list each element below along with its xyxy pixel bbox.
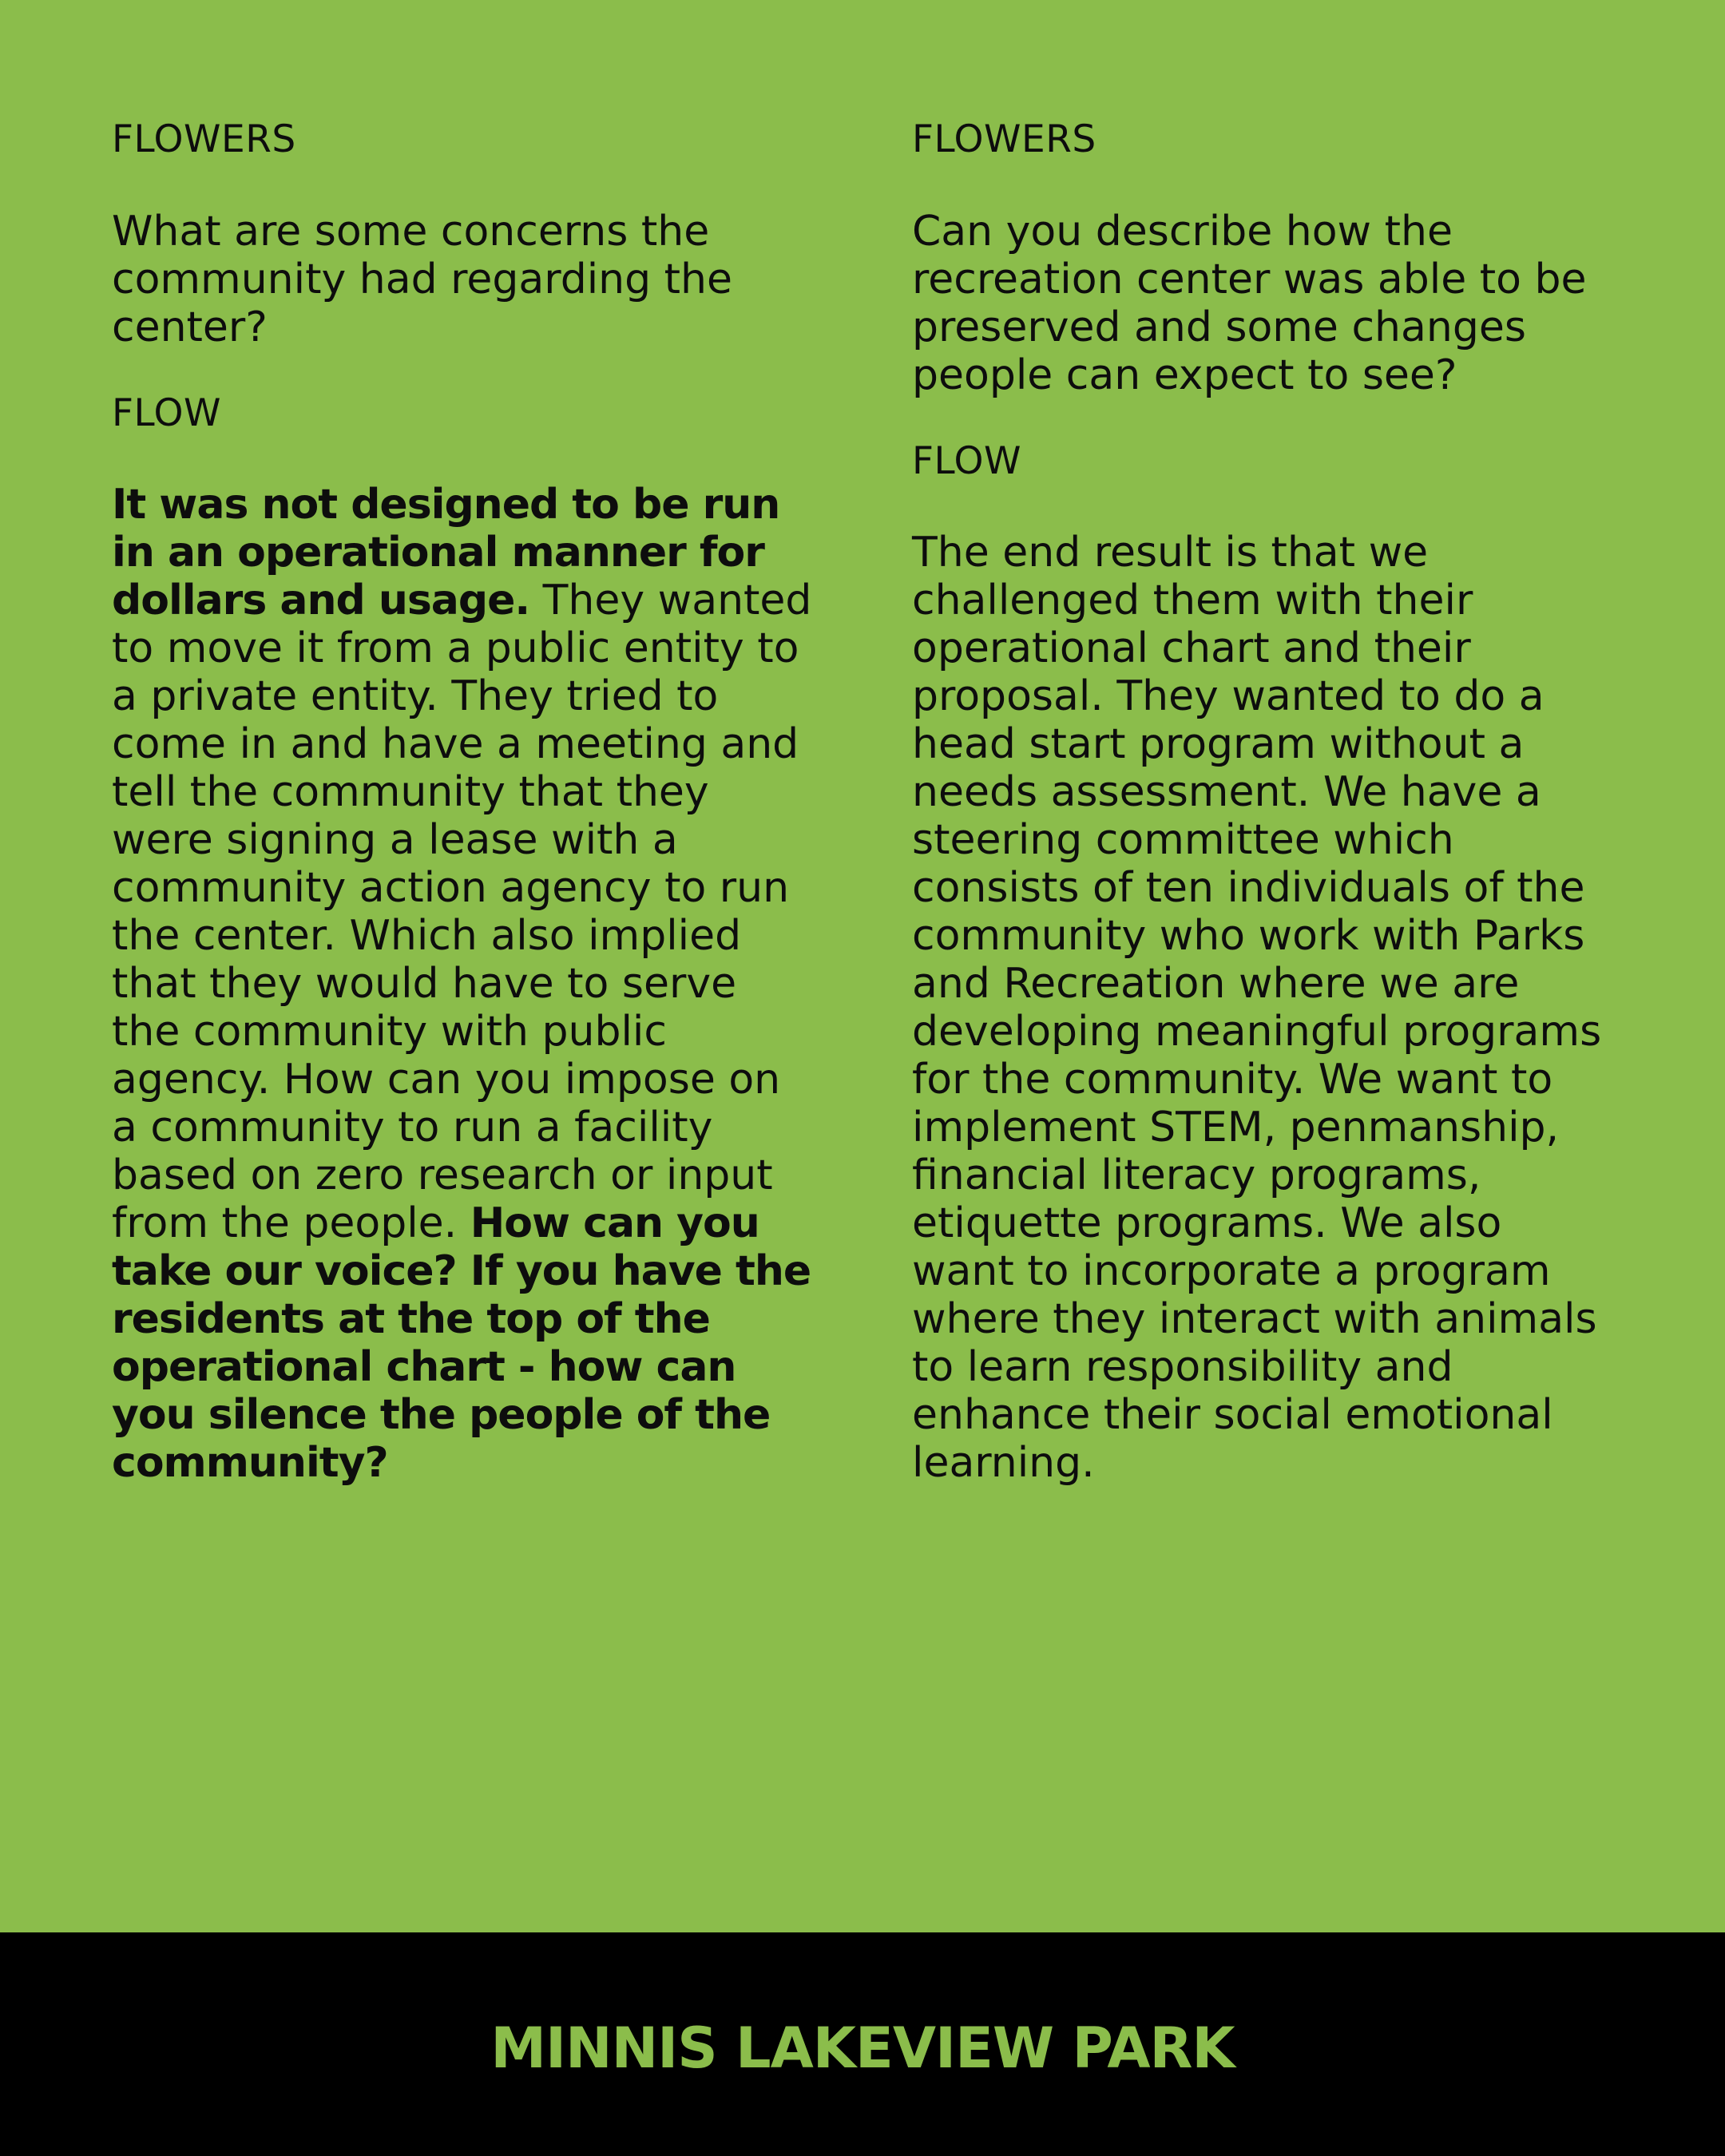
footer-banner [0,1932,1725,2156]
left-column [112,116,815,1487]
answer-bold-intro: It was not designed to be run in an operational manner for dollars and usage. [112,481,780,624]
interview-question: What are some concerns the community had regarding the center? [112,208,732,351]
interview-question: Can you describe how the recreation center was able to be preserved and some changes people can expect to see? [912,208,1587,399]
footer-title: MINNIS LAKEVIEW PARK [490,2015,1235,2081]
speaker-label-flow: FLOW [112,391,222,435]
interview-answer [112,481,815,1487]
right-column [912,116,1615,1487]
interview-answer: The end result is that we challenged them with their operational chart and their proposal. They wanted to do a head start program without a needs assessment. We have a steering committee which consists of ten individuals of the community who work with Parks and Recreation where we are developing meaningful programs for the community. We want to implement STEM, penmanship, financial literacy programs, etiquette programs. We also want to incorporate a program where they interact with animals to learn responsibility and enhance their social emotional learning. [912,529,1602,1487]
speaker-label-flow: FLOW [912,439,1022,483]
answer-body: They wanted to move it from a public entity to a private entity. They tried to come in and have a meeting and tell the community that they were signing a lease with a community action agency to run the center. Which also implied that they would have to serve the community with public agency. How can you impose on a community to run a facility based on zero research or input from the people. [112,577,812,1247]
speaker-label-flowers: FLOWERS [112,117,296,161]
answer-bold-outro: How can you take our voice? If you have the residents at the top of the operational chart - how can you silence the people of the community? [112,1199,811,1487]
speaker-label-flowers: FLOWERS [912,117,1096,161]
